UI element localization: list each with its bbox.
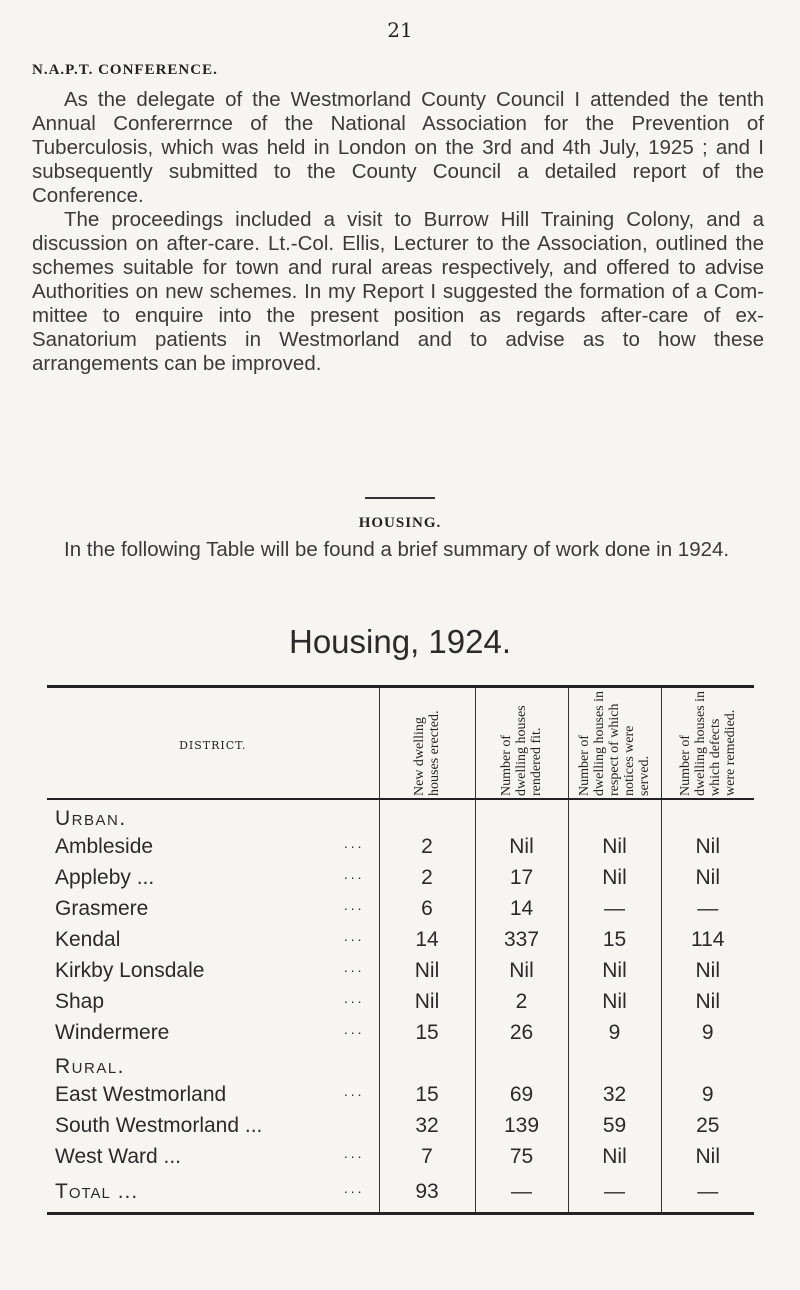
- new-houses-cell: Nil: [379, 955, 475, 986]
- table-row: [47, 1079, 754, 1110]
- table-row: [47, 831, 754, 862]
- new-houses-cell: 15: [379, 1079, 475, 1110]
- total-new-houses-cell: 93: [379, 1172, 475, 1214]
- rendered-fit-cell: 26: [475, 1017, 568, 1048]
- page-number: 21: [387, 18, 413, 42]
- total-row: [47, 1172, 754, 1214]
- district-cell: Grasmere ...: [55, 896, 365, 920]
- rendered-fit-cell: Nil: [475, 831, 568, 862]
- notices-served-cell: 32: [568, 1079, 661, 1110]
- district-cell: East Westmorland ...: [55, 1082, 365, 1106]
- table-row: [47, 862, 754, 893]
- district-cell: Ambleside ...: [55, 834, 365, 858]
- defects-remedied-cell: 25: [661, 1110, 754, 1141]
- table-header-row: [47, 687, 754, 800]
- district-cell: Appleby ... ...: [55, 865, 365, 889]
- table-row: [47, 955, 754, 986]
- notices-served-cell: 59: [568, 1110, 661, 1141]
- header-new-houses: New dwelling houses erected.: [379, 687, 475, 800]
- defects-remedied-cell: Nil: [661, 955, 754, 986]
- header-rendered-fit: Number of dwelling houses rendered fit.: [475, 687, 568, 800]
- notices-served-cell: Nil: [568, 831, 661, 862]
- napt-paragraph-2: The proceedings included a visit to Burrow Hill Training Colony, and a discussion on after-care. Lt.-Col. Ellis, Lecturer to the Association, outlined the schemes suitable for town and rural areas respectively, and offered to advise Authorities on new schemes. In my Report I suggested the formation of a Committee to enquire into the present position as regards after-care of ex-Sanatorium patients in Westmorland and to advise as to how these arrangements can be improved.: [32, 208, 764, 375]
- new-houses-cell: 2: [379, 862, 475, 893]
- table-row: [47, 1017, 754, 1048]
- defects-remedied-cell: 9: [661, 1017, 754, 1048]
- urban-label: Urban.: [55, 807, 127, 830]
- header-district: DISTRICT.: [47, 687, 379, 800]
- header-notices-served: Number of dwelling houses in respect of which notices were served.: [568, 687, 661, 800]
- urban-group-row: [47, 799, 754, 831]
- defects-remedied-cell: 9: [661, 1079, 754, 1110]
- defects-remedied-cell: Nil: [661, 986, 754, 1017]
- napt-conference-heading: N.A.P.T. CONFERENCE.: [32, 62, 218, 78]
- header-defects-remedied: Number of dwelling houses in which defects were remedied.: [661, 687, 754, 800]
- district-cell: Kendal ...: [55, 927, 365, 951]
- rendered-fit-cell: 2: [475, 986, 568, 1017]
- rural-label: Rural.: [55, 1055, 126, 1078]
- table-row: [47, 924, 754, 955]
- section-divider: [365, 497, 435, 499]
- rendered-fit-cell: Nil: [475, 955, 568, 986]
- napt-paragraph-1: As the delegate of the Westmorland County Council I attended the tenth Annual Confererrnce of the National Association for the Prevention of Tuberculosis, which was held in London on the 3rd and 4th July, 1925 ; and I subsequently submitted to the County Council a detailed report of the Conference.: [32, 88, 764, 207]
- notices-served-cell: Nil: [568, 986, 661, 1017]
- table-title: Housing, 1924.: [289, 623, 511, 660]
- rendered-fit-cell: 139: [475, 1110, 568, 1141]
- total-rendered-fit-cell: —: [475, 1172, 568, 1214]
- new-houses-cell: 15: [379, 1017, 475, 1048]
- defects-remedied-cell: Nil: [661, 862, 754, 893]
- notices-served-cell: 9: [568, 1017, 661, 1048]
- defects-remedied-cell: Nil: [661, 1141, 754, 1172]
- rendered-fit-cell: 69: [475, 1079, 568, 1110]
- district-cell: South Westmorland ...: [55, 1113, 263, 1137]
- notices-served-cell: Nil: [568, 862, 661, 893]
- new-houses-cell: 6: [379, 893, 475, 924]
- table-row: [47, 1110, 754, 1141]
- defects-remedied-cell: Nil: [661, 831, 754, 862]
- total-notices-served-cell: —: [568, 1172, 661, 1214]
- rural-group-row: [47, 1048, 754, 1079]
- district-cell: West Ward ... ...: [55, 1144, 365, 1168]
- district-cell: Kirkby Lonsdale ...: [55, 958, 365, 982]
- notices-served-cell: —: [568, 893, 661, 924]
- notices-served-cell: Nil: [568, 955, 661, 986]
- notices-served-cell: 15: [568, 924, 661, 955]
- new-houses-cell: 2: [379, 831, 475, 862]
- housing-heading: HOUSING.: [358, 515, 442, 531]
- total-defects-remedied-cell: —: [661, 1172, 754, 1214]
- rendered-fit-cell: 337: [475, 924, 568, 955]
- table-row: [47, 986, 754, 1017]
- housing-table: [47, 685, 754, 1215]
- rendered-fit-cell: 17: [475, 862, 568, 893]
- table-row: [47, 1141, 754, 1172]
- total-label-cell: Total ... ...: [55, 1180, 365, 1203]
- new-houses-cell: 14: [379, 924, 475, 955]
- rendered-fit-cell: 14: [475, 893, 568, 924]
- defects-remedied-cell: —: [661, 893, 754, 924]
- defects-remedied-cell: 114: [661, 924, 754, 955]
- new-houses-cell: 32: [379, 1110, 475, 1141]
- new-houses-cell: 7: [379, 1141, 475, 1172]
- district-cell: Windermere ...: [55, 1020, 365, 1044]
- notices-served-cell: Nil: [568, 1141, 661, 1172]
- new-houses-cell: Nil: [379, 986, 475, 1017]
- district-cell: Shap ...: [55, 989, 365, 1013]
- rendered-fit-cell: 75: [475, 1141, 568, 1172]
- table-row: [47, 893, 754, 924]
- housing-intro: In the following Table will be found a brief summary of work done in 1924.: [64, 538, 730, 561]
